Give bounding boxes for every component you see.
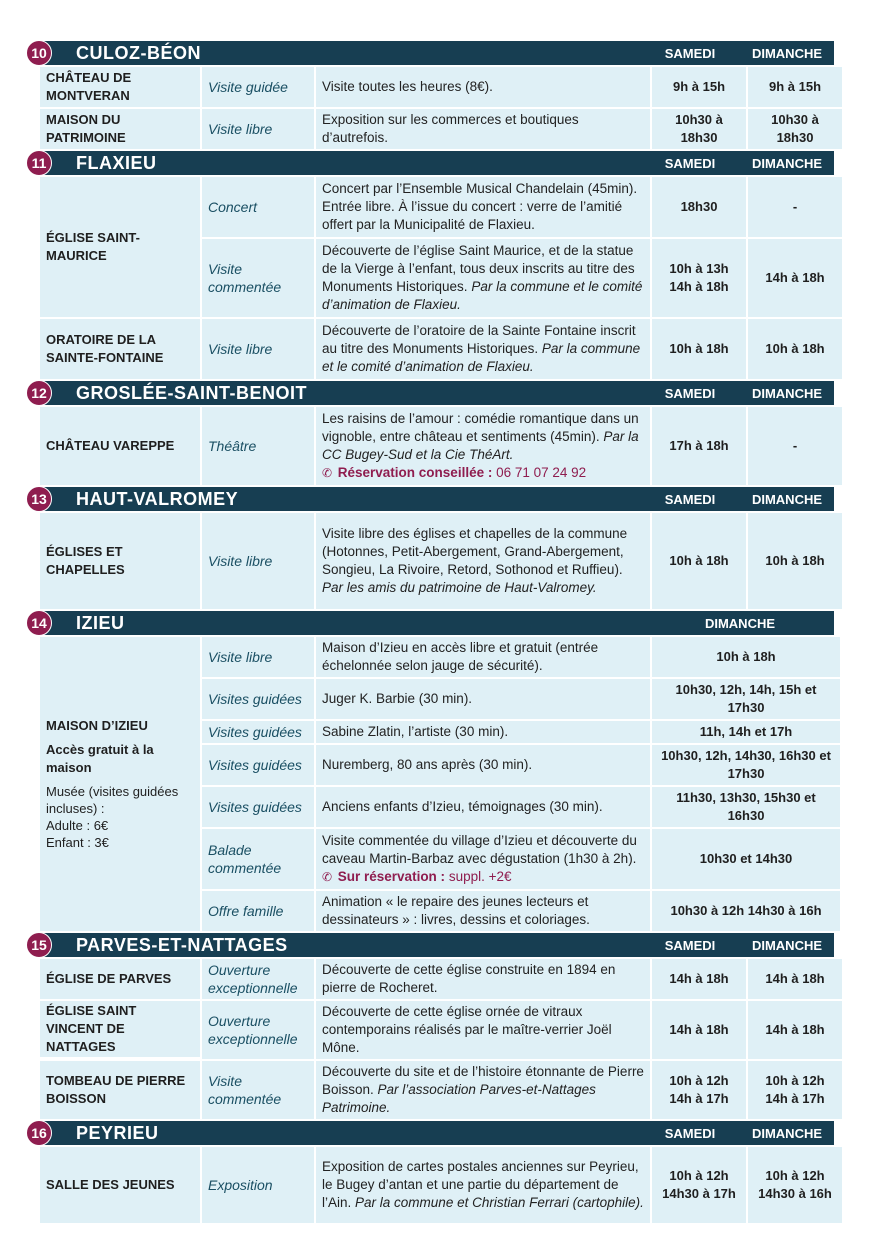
town-name: PEYRIEU [76,1123,159,1143]
section-number-badge: 14 [26,610,52,636]
section-number-badge: 11 [26,150,52,176]
sunday-time: 10h30 et 14h30 [652,829,840,889]
access-note: Accès gratuit à la maison [46,742,154,775]
saturday-header: SAMEDI [664,46,716,61]
place-name: MAISON DU PATRIMOINE [40,109,200,149]
event-description: Découverte de l’oratoire de la Sainte Fontaine inscrit au titre des Monuments Historiques. Par la commune et le comité d’animation de Flaxieu. [316,319,650,379]
section-rows [40,175,834,381]
section-header-groslee [31,381,834,405]
place-name: CHÂTEAU DE MONTVERAN [40,67,200,107]
event-type: Visite libre [202,319,314,379]
saturday-header: SAMEDI [664,1126,716,1141]
sunday-time: 14h à 18h [748,1001,842,1059]
sunday-time: 10h à 18h [652,637,840,677]
section-number-badge: 15 [26,932,52,958]
event-type: Concert [202,177,314,237]
section-header-culoz [31,41,834,65]
town-name: PARVES-ET-NATTAGES [76,935,288,955]
sunday-header: DIMANCHE [751,46,823,61]
sunday-time: 10h à 18h [748,513,842,609]
child-price: Enfant : 3€ [46,835,109,850]
saturday-time: 10h à 12h 14h30 à 17h [652,1147,746,1223]
event-description: Nuremberg, 80 ans après (30 min). [316,745,650,785]
town-name: CULOZ-BÉON [76,43,201,63]
event-type: Théâtre [202,407,314,485]
place-name: ÉGLISE SAINT VINCENT DE NATTAGES [40,1001,200,1057]
sunday-header: DIMANCHE [704,616,776,631]
event-type: Visite libre [202,109,314,149]
place-name: ÉGLISES ET CHAPELLES [40,513,200,609]
saturday-time: 14h à 18h [652,959,746,999]
event-description: Visite commentée du village d’Izieu et découverte du caveau Martin-Barbaz avec dégustation (1h30 à 2h).✆ Sur réservation : suppl. +2€ [316,829,650,889]
event-description: Les raisins de l’amour : comédie romantique dans un vignoble, entre château et sentiments (45min). Par la CC Bugey-Sud et la Cie ThéArt. ✆ Réservation conseillée : 06 71 07 24 92 [316,407,650,485]
section-header-flaxieu [31,151,834,175]
section-rows [40,635,834,933]
reservation-info: ✆ Réservation conseillée : 06 71 07 24 92 [322,465,587,480]
event-description: Découverte de l’église Saint Maurice, et de la statue de la Vierge à l’enfant, tous deux inscrits au titre des Monuments Historiques. Par la commune et le comité d’animation de Flaxieu. [316,239,650,317]
sunday-time: 10h30 à 18h30 [748,109,842,149]
sunday-time: 14h à 18h [748,239,842,317]
town-name: HAUT-VALROMEY [76,489,239,509]
section-rows [40,511,834,611]
event-description: Sabine Zlatin, l’artiste (30 min). [316,721,650,743]
place-name: MAISON D’IZIEU [46,718,148,733]
saturday-time: 17h à 18h [652,407,746,485]
section-rows [40,65,834,151]
event-type: Visites guidées [202,679,314,719]
sunday-header: DIMANCHE [751,156,823,171]
event-description: Maison d’Izieu en accès libre et gratuit (entrée échelonnée selon jauge de sécurité). [316,637,650,677]
town-name: GROSLÉE-SAINT-BENOIT [76,383,308,403]
section-number-badge: 16 [26,1120,52,1146]
event-type: Visite guidée [202,67,314,107]
town-name: IZIEU [76,613,125,633]
section-number-badge: 13 [26,486,52,512]
sunday-time: 10h à 18h [748,319,842,379]
place-name: ÉGLISE SAINT-MAURICE [40,177,200,317]
section-header-haut-valromey [31,487,834,511]
place-name: TOMBEAU DE PIERRE BOISSON [40,1061,200,1119]
sunday-time: 10h à 12h 14h à 17h [748,1061,842,1119]
event-type: Visite commentée [202,239,314,317]
phone-icon: ✆ [322,466,333,480]
place-name: ÉGLISE DE PARVES [40,959,200,999]
sunday-header: DIMANCHE [751,938,823,953]
place-block [40,637,200,931]
saturday-header: SAMEDI [664,156,716,171]
event-description: Exposition sur les commerces et boutiques d’autrefois. [316,109,650,149]
saturday-time: 10h à 18h [652,319,746,379]
event-description: Anciens enfants d’Izieu, témoignages (30 min). [316,787,650,827]
section-header-parves [31,933,834,957]
saturday-time: 14h à 18h [652,1001,746,1059]
event-description: Découverte de cette église ornée de vitraux contemporains réalisés par le maître-verrier Joël Mône. [316,1001,650,1059]
saturday-time: 10h à 18h [652,513,746,609]
saturday-time: 18h30 [652,177,746,237]
sunday-time: 11h, 14h et 17h [652,721,840,743]
event-type: Exposition [202,1147,314,1223]
event-description: Visite libre des églises et chapelles de la commune (Hotonnes, Petit-Abergement, Grand-Abergement, Songieu, La Rivoire, Retord, Sothonod et Ruffieu). Par les amis du patrimoine de Haut-Valromey. [316,513,650,609]
section-header-izieu [31,611,834,635]
event-type: Visite libre [202,637,314,677]
event-type: Balade commentée [202,829,314,889]
event-type: Visite libre [202,513,314,609]
event-type: Visite commentée [202,1061,314,1119]
event-description: Juger K. Barbie (30 min). [316,679,650,719]
saturday-time: 10h à 12h 14h à 17h [652,1061,746,1119]
saturday-time: 10h à 13h 14h à 18h [652,239,746,317]
section-number-badge: 12 [26,380,52,406]
sunday-time: 9h à 15h [748,67,842,107]
museum-note: Musée (visites guidées incluses) : [46,784,179,816]
sunday-header: DIMANCHE [751,1126,823,1141]
sunday-header: DIMANCHE [751,492,823,507]
town-name: FLAXIEU [76,153,157,173]
section-header-peyrieu [31,1121,834,1145]
sunday-time: 10h30, 12h, 14h, 15h et 17h30 [652,679,840,719]
event-type: Visites guidées [202,787,314,827]
reservation-info: ✆ Sur réservation : suppl. +2€ [322,869,512,884]
event-description: Découverte du site et de l’histoire étonnante de Pierre Boisson. Par l’association Parves-et-Nattages Patrimoine. [316,1061,650,1119]
event-type: Visites guidées [202,721,314,743]
event-type: Ouverture exceptionnelle [202,1001,314,1059]
place-name: SALLE DES JEUNES [40,1147,200,1223]
event-description: Animation « le repaire des jeunes lecteurs et dessinateurs » : livres, dessins et coloriages. [316,891,650,931]
event-type: Ouverture exceptionnelle [202,959,314,999]
phone-icon: ✆ [322,870,333,884]
event-description: Exposition de cartes postales anciennes sur Peyrieu, le Bugey d’antan et une partie du département de l’Ain. Par la commune et Christian Ferrari (cartophile). [316,1147,650,1223]
saturday-time: 10h30 à 18h30 [652,109,746,149]
place-name: ORATOIRE DE LA SAINTE-FONTAINE [40,319,200,379]
sunday-time: 10h à 12h 14h30 à 16h [748,1147,842,1223]
sunday-time: 14h à 18h [748,959,842,999]
section-rows [40,957,834,1121]
events-table [31,41,834,1225]
sunday-time: 11h30, 13h30, 15h30 et 16h30 [652,787,840,827]
sunday-time: - [748,177,842,237]
sunday-time: 10h30 à 12h 14h30 à 16h [652,891,840,931]
section-number-badge: 10 [26,40,52,66]
event-type: Visites guidées [202,745,314,785]
saturday-header: SAMEDI [664,492,716,507]
sunday-header: DIMANCHE [751,386,823,401]
event-type: Offre famille [202,891,314,931]
event-description: Découverte de cette église construite en 1894 en pierre de Rocheret. [316,959,650,999]
section-rows [40,405,834,487]
place-name: CHÂTEAU VAREPPE [40,407,200,485]
saturday-header: SAMEDI [664,938,716,953]
section-rows [40,1145,834,1225]
event-description: Concert par l’Ensemble Musical Chandelain (45min). Entrée libre. À l’issue du concert : verre de l’amitié offert par la Municipalité de Flaxieu. [316,177,650,237]
saturday-header: SAMEDI [664,386,716,401]
adult-price: Adulte : 6€ [46,818,109,833]
sunday-time: 10h30, 12h, 14h30, 16h30 et 17h30 [652,745,840,785]
saturday-time: 9h à 15h [652,67,746,107]
event-description: Visite toutes les heures (8€). [316,67,650,107]
sunday-time: - [748,407,842,485]
